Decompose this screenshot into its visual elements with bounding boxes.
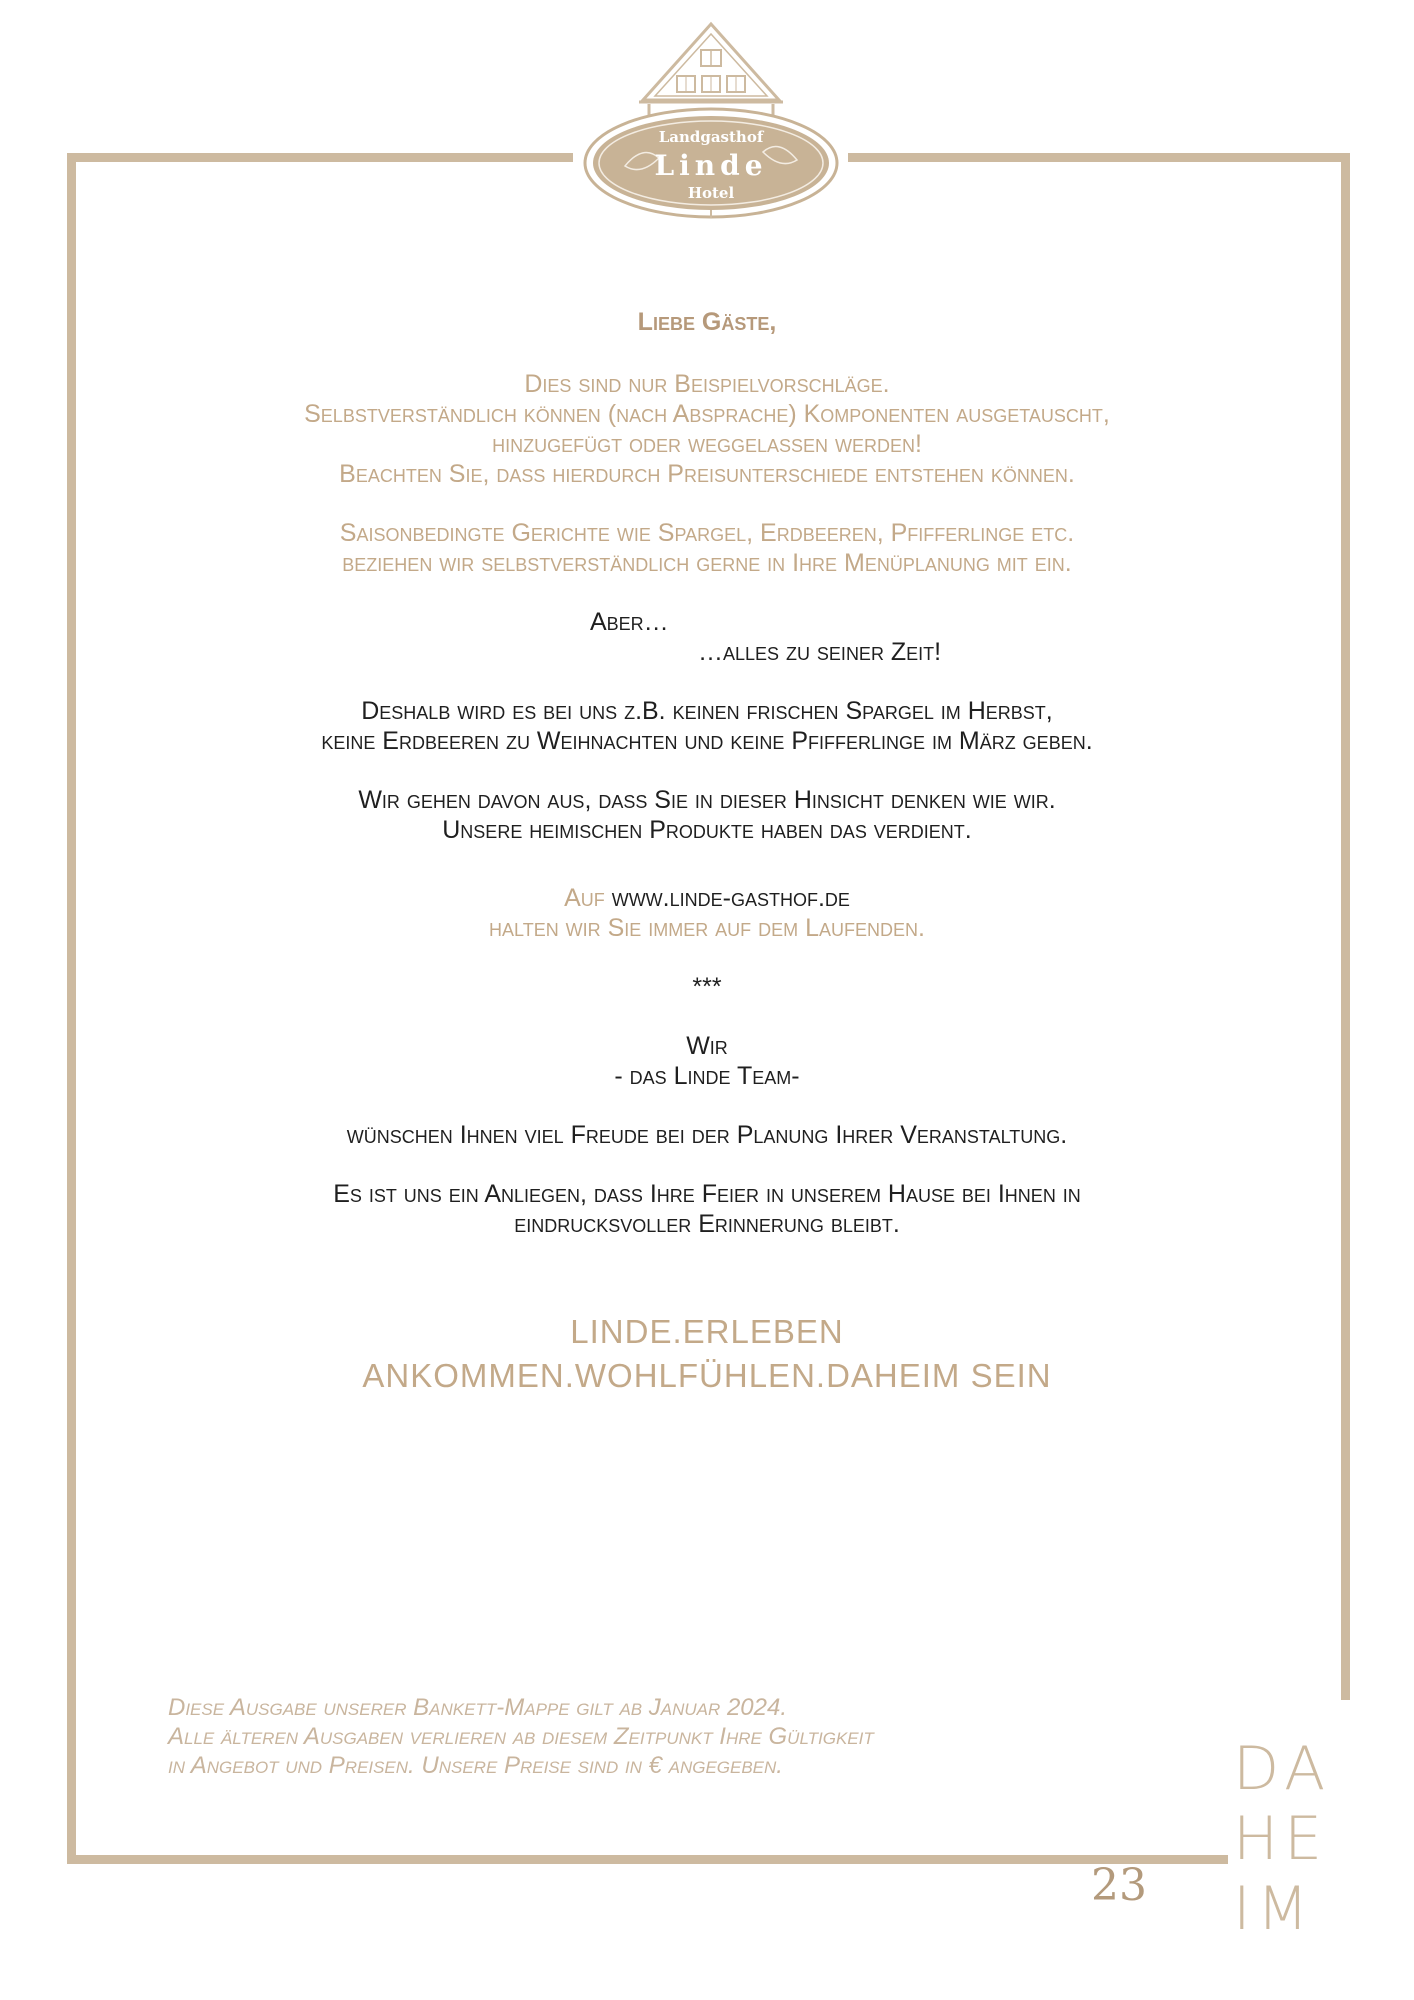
footer-note-line: Diese Ausgabe unserer Bankett-Mappe gilt ab Januar 2024.: [168, 1694, 788, 1721]
logo-line3: Hotel: [687, 184, 735, 202]
wir-gehen-line: Wir gehen davon aus, dass Sie in dieser Hinsicht denken wie wir.: [358, 786, 1056, 814]
footer-note-line: in Angebot und Preisen. Unsere Preise sind in € angegeben.: [168, 1752, 783, 1779]
logo-line1: Landgasthof: [658, 128, 764, 146]
intro-line: hinzugefügt oder weggelassen werden!: [492, 430, 922, 458]
aber-line: Aber…: [590, 608, 669, 636]
team-line: - das Linde Team-: [614, 1062, 800, 1090]
slogan-line2: ANKOMMEN.WOHLFÜHLEN.DAHEIM SEIN: [362, 1357, 1052, 1394]
anliegen-line: eindrucksvoller Erinnerung bleibt.: [514, 1210, 900, 1238]
website-link[interactable]: www.linde-gasthof.de: [611, 884, 850, 912]
footer-note-line: Alle älteren Ausgaben verlieren ab diesem Zeitpunkt Ihre Gültigkeit: [168, 1723, 874, 1750]
wunschen-line: wünschen Ihnen viel Freude bei der Planung Ihrer Veranstaltung.: [346, 1121, 1068, 1149]
logo-line2: Linde: [654, 149, 768, 182]
intro-line: Selbstverständlich können (nach Absprache) Komponenten ausgetauscht,: [304, 400, 1110, 428]
hotel-logo: [583, 20, 839, 225]
seasonal-line: Saisonbedingte Gerichte wie Spargel, Erdbeeren, Pfifferlinge etc.: [339, 519, 1075, 547]
zeit-line: …alles zu seiner Zeit!: [698, 638, 942, 666]
wir-gehen-line: Unsere heimischen Produkte haben das verdient.: [442, 816, 972, 844]
letter-body: [150, 307, 1264, 1239]
daheim-line: IM: [1233, 1874, 1315, 1944]
website-suffix: halten wir Sie immer auf dem Laufenden.: [489, 914, 925, 942]
website-prefix: Auf: [564, 884, 605, 912]
deshalb-line: keine Erdbeeren zu Weihnachten und keine Pfifferlinge im März geben.: [321, 727, 1093, 755]
slogan: [150, 1310, 1264, 1398]
page-number: 23: [1091, 1860, 1147, 1911]
intro-line: Dies sind nur Beispielvorschläge.: [524, 370, 890, 398]
greeting: Liebe Gäste,: [637, 308, 777, 336]
daheim-wordmark: [1233, 1734, 1353, 1944]
wir-line: Wir: [686, 1032, 728, 1060]
website-line: [150, 883, 1264, 913]
stars-divider: ***: [692, 973, 722, 1001]
seasonal-line: beziehen wir selbstverständlich gerne in Ihre Menüplanung mit ein.: [342, 549, 1072, 577]
daheim-line: HE: [1233, 1804, 1329, 1874]
anliegen-line: Es ist uns ein Anliegen, dass Ihre Feier in unserem Hause bei Ihnen in: [333, 1180, 1081, 1208]
intro-line: Beachten Sie, dass hierdurch Preisunterschiede entstehen können.: [339, 460, 1075, 488]
daheim-line: DA: [1233, 1734, 1332, 1804]
deshalb-line: Deshalb wird es bei uns z.B. keinen frischen Spargel im Herbst,: [361, 697, 1053, 725]
slogan-line1: LINDE.ERLEBEN: [570, 1313, 844, 1350]
footer-note: [168, 1693, 1068, 1780]
